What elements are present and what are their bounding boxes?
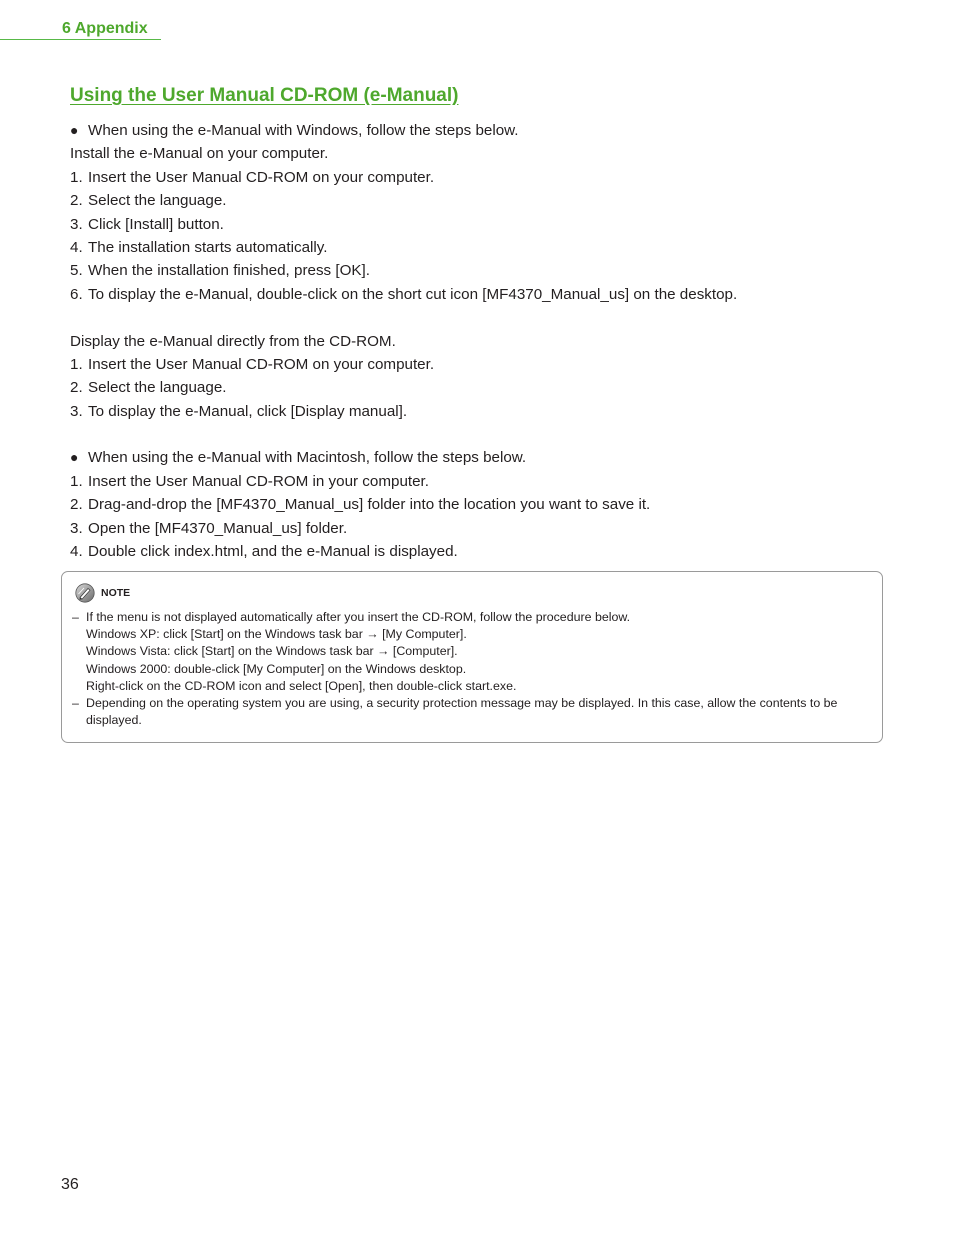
note-subitem: Windows XP: click [Start] on the Windows task bar → [My Computer]. [86, 627, 467, 642]
instructions [70, 119, 890, 563]
mac-step: 4. Double click index.html, and the e-Manual is displayed. [70, 543, 458, 561]
bullet-icon: ● [70, 122, 79, 138]
install-heading: Install the e-Manual on your computer. [70, 145, 329, 163]
pencil-note-icon [75, 583, 95, 603]
bullet-icon: ● [70, 449, 79, 466]
mac-intro: ● When using the e-Manual with Macintosh, follow the steps below. [70, 446, 890, 469]
windows-intro: ● When using the e-Manual with Windows, follow the steps below. [70, 119, 890, 142]
note-label: NOTE [101, 587, 131, 599]
note-subitem: Windows Vista: click [Start] on the Windows task bar → [Computer]. [86, 644, 458, 659]
spacer [70, 423, 890, 446]
install-step: 3. Click [Install] button. [70, 215, 224, 233]
note-item: – Depending on the operating system you are using, a security protection message may be displayed. In this case, allow the contents to be displayed. [72, 696, 838, 728]
mac-step: 3. Open the [MF4370_Manual_us] folder. [70, 519, 348, 537]
note-header [75, 583, 130, 603]
note-box [61, 571, 883, 743]
section-title: Using the User Manual CD-ROM (e-Manual) [70, 85, 459, 106]
display-heading: Display the e-Manual directly from the CD-ROM. [70, 332, 396, 350]
note-item: – If the menu is not displayed automatically after you insert the CD-ROM, follow the procedure below. [72, 610, 631, 624]
note-subitem: Right-click on the CD-ROM icon and select [Open], then double-click start.exe. [86, 678, 517, 693]
spacer [70, 306, 890, 329]
install-step: 6. To display the e-Manual, double-click on the short cut icon [MF4370_Manual_us] on the desktop. [70, 285, 738, 303]
install-step: 5. When the installation finished, press [OK]. [70, 262, 370, 280]
chapter-header [0, 18, 161, 40]
note-subitem: Windows 2000: double-click [My Computer] on the Windows desktop. [86, 661, 467, 676]
mac-step: 2. Drag-and-drop the [MF4370_Manual_us] folder into the location you want to save it. [70, 496, 651, 514]
install-step: 4. The installation starts automatically. [70, 238, 328, 256]
install-step: 2. Select the language. [70, 192, 227, 210]
display-step: 1. Insert the User Manual CD-ROM on your computer. [70, 355, 435, 373]
display-step: 3. To display the e-Manual, click [Display manual]. [70, 402, 408, 420]
mac-step: 1. Insert the User Manual CD-ROM in your computer. [70, 472, 429, 490]
display-step: 2. Select the language. [70, 379, 227, 397]
page-number: 36 [61, 1176, 79, 1193]
note-content [72, 609, 878, 729]
chapter-title: 6 Appendix [62, 20, 148, 37]
install-step: 1. Insert the User Manual CD-ROM on your computer. [70, 168, 435, 186]
